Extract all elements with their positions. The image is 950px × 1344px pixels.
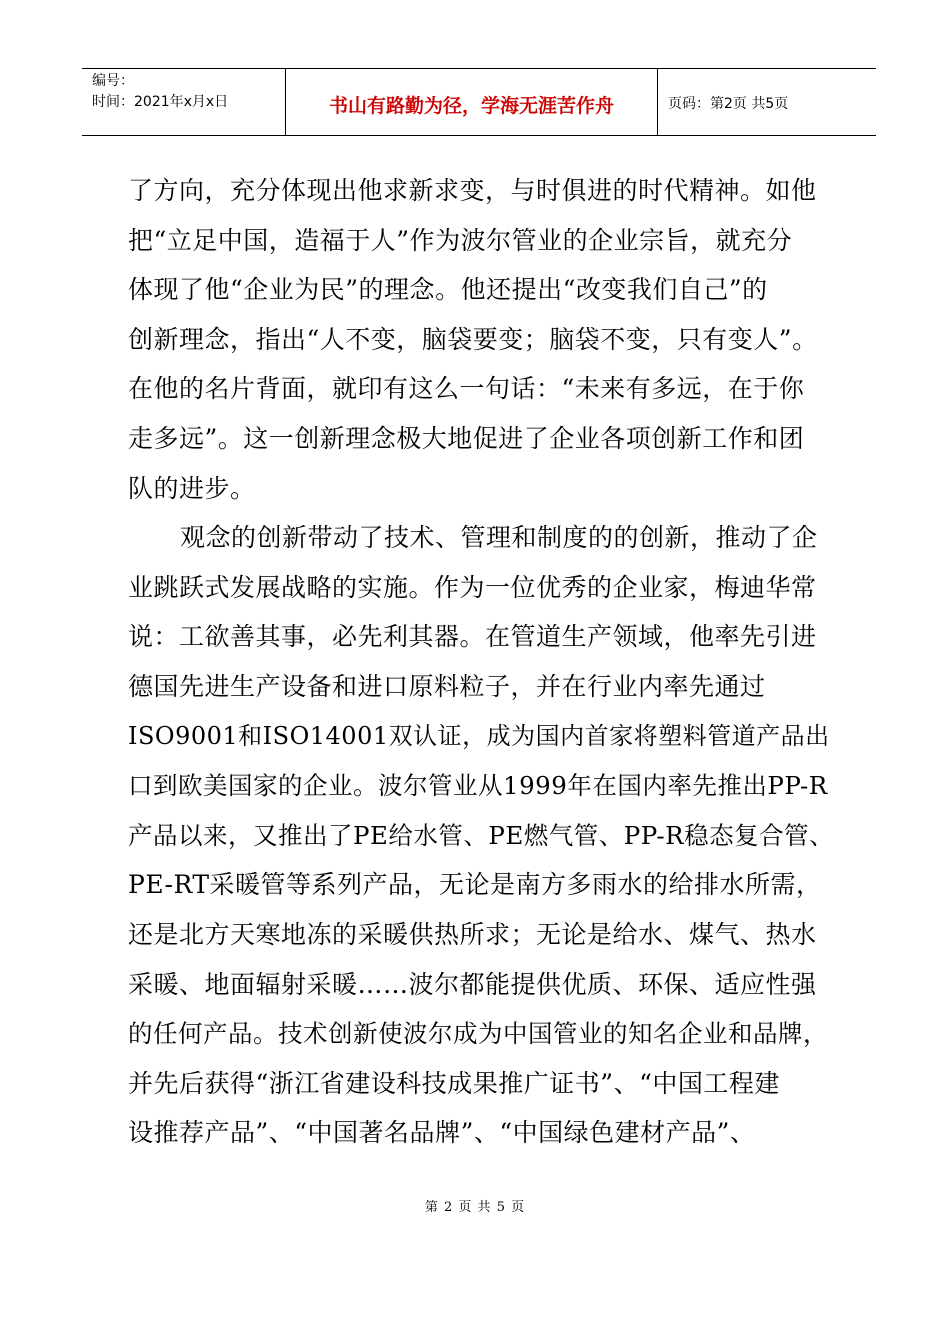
text-line: 采暖、地面辐射采暖……波尔都能提供优质、环保、适应性强 — [128, 969, 817, 999]
text-line: 的任何产品。技术创新使波尔成为中国管业的知名企业和品牌， — [128, 1019, 828, 1049]
document-time: 时间：2021年x月x日 — [92, 94, 229, 110]
text-line: 设推荐产品”、“中国著名品牌”、“中国绿色建材产品”、 — [128, 1118, 756, 1148]
text-line: 了方向，充分体现出他求新求变，与时俱进的时代精神。如他 — [128, 176, 817, 205]
text-line: 业跳跃式发展战略的实施。作为一位优秀的企业家，梅迪华常 — [128, 572, 817, 602]
text-line: 把“立足中国，造福于人”作为波尔管业的企业宗旨，就充分 — [128, 225, 793, 255]
document-number: 编号： — [92, 73, 134, 89]
text-line: 并先后获得“浙江省建设科技成果推广证书”、“中国工程建 — [128, 1068, 780, 1098]
body-text — [128, 166, 838, 1158]
header-meta-cell — [82, 69, 286, 135]
header-page-cell — [658, 69, 876, 135]
text-line: 德国先进生产设备和进口原料粒子，并在行业内率先通过 — [128, 671, 766, 701]
text-line: 队的进步。 — [128, 473, 256, 503]
text-line: ISO9001和ISO14001双认证，成为国内首家将塑料管道产品出 — [128, 721, 830, 750]
text-line: 产品以来，又推出了PE给水管、PE燃气管、PP-R稳态复合管、 — [128, 820, 835, 850]
text-line: PE-RT采暖管等系列产品，无论是南方多雨水的给排水所需， — [128, 870, 822, 900]
text-line: 口到欧美国家的企业。波尔管业从1999年在国内率先推出PP-R — [128, 771, 828, 801]
text-line: 创新理念，指出“人不变，脑袋要变；脑袋不变，只有变人”。 — [128, 324, 818, 354]
text-line: 走多远”。这一创新理念极大地促进了企业各项创新工作和团 — [128, 423, 805, 453]
header-motto: 书山有路勤为径，学海无涯苦作舟 — [328, 94, 614, 117]
header-table — [82, 68, 876, 136]
text-line: 说：工欲善其事，必先利其器。在管道生产领域，他率先引进 — [128, 622, 817, 652]
header-motto-cell — [286, 69, 658, 135]
page-footer — [0, 1196, 950, 1215]
text-line: 还是北方天寒地冻的采暖供热所求；无论是给水、煤气、热水 — [128, 919, 817, 949]
text-line: 在他的名片背面，就印有这么一句话：“未来有多远，在于你 — [128, 374, 805, 404]
text-line: 体现了他“企业为民”的理念。他还提出“改变我们自己”的 — [128, 275, 768, 305]
text-line: 观念的创新带动了技术、管理和制度的的创新，推动了企 — [180, 523, 818, 553]
footer-page-number: 第 2 页 共 5 页 — [424, 1200, 526, 1215]
header-page-number: 页码：第2页 共5页 — [668, 96, 789, 112]
